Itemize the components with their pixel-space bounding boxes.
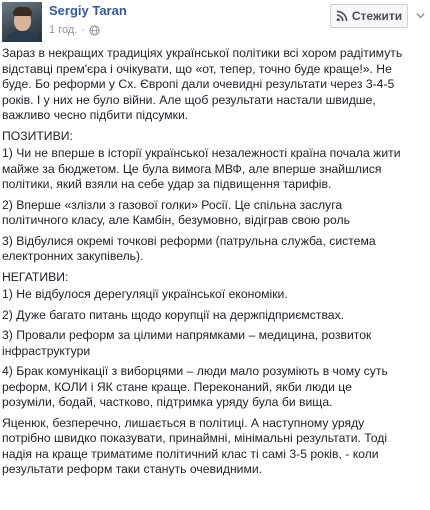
text-line: 3) Провали реформ за цілими напрямками – медицина, розвиток [2, 328, 372, 342]
positive-item [2, 146, 426, 193]
outro-paragraph [2, 416, 426, 478]
text-line: надія на краще триматиме політичний клас ті самі 3-5 років, - коли [2, 446, 379, 461]
author-avatar[interactable] [2, 2, 42, 42]
chevron-down-icon[interactable] [415, 10, 426, 21]
text-line: Яценюк, безперечно, лишається в політиці. А наступному уряду [2, 415, 365, 430]
post-header [0, 0, 430, 46]
text-line: 2) Дуже багато питань щодо корупції на держпідприємствах. [2, 307, 345, 322]
author-name[interactable]: Sergiy Taran [49, 3, 127, 18]
negative-item [2, 308, 426, 324]
follow-button[interactable] [330, 4, 408, 28]
text-line: майже за бюджетом. Це була вимога МВФ, але вперше знайшлися [2, 161, 382, 176]
avatar-shoulders [6, 31, 39, 42]
text-line: 1) Не відбулося дерегуляції української економіки. [2, 287, 288, 301]
negative-item [2, 287, 426, 303]
text-line: 2) Вперше «злізли з газової голки» Росії. Це спільна заслуга [2, 197, 343, 212]
text-line: електронних закупівель). [2, 249, 144, 263]
intro-paragraph [2, 46, 426, 124]
positive-item [2, 234, 426, 265]
text-line: потрібно швидко показувати, принаймні, мінімальні результати. Тоді [2, 431, 388, 445]
post-meta [49, 23, 100, 37]
positive-item [2, 198, 426, 229]
text-line: 1) Чи не вперше в історії української незалежності країна почала жити [2, 146, 401, 160]
follow-label: Стежити [351, 9, 403, 23]
text-line: результати реформ таки стануть очевидними. [2, 462, 263, 476]
post-timestamp[interactable]: 1 год. [49, 24, 78, 36]
text-line: політики, який взяли на себе удар за підвищення тарифів. [2, 177, 332, 191]
meta-separator: · [81, 24, 85, 36]
text-line: років. І у них не було війни. Але щоб результати настали швидше, [2, 92, 376, 107]
negatives-heading: НЕГАТИВИ: [2, 269, 69, 284]
rss-icon [336, 10, 348, 22]
negative-item [2, 364, 426, 411]
text-line: політичного класу, але Камбін, безумовно, відіграв свою роль [2, 213, 351, 227]
text-line: 4) Брак комунікації з виборцями – люди мало розуміють в чому суть [2, 364, 388, 378]
negative-item [2, 328, 426, 359]
text-line: реформ, КОЛИ і ЯК стане краще. Переконаний, якби люди це [2, 379, 352, 394]
text-line: розуміли, бодай, частково, підтримка уряду була би вища. [2, 395, 333, 409]
text-line: 3) Відбулися окремі точкові реформи (патрульна служба, система [2, 233, 376, 248]
text-line: важливо чесно підбити підсумки. [2, 108, 189, 122]
globe-icon [89, 25, 100, 36]
text-line: Зараз в некращих традиціях української політики всі хором радітимуть [2, 46, 403, 60]
text-line: буде. Бо реформи у Сх. Європі дали очевидні результати через 3-4-5 [2, 77, 395, 91]
avatar-hair [13, 7, 32, 16]
text-line: відставці прем'єра і очікувати, що «от, тепер, точно буде краще!». Не [2, 61, 392, 76]
text-line: інфраструктури [2, 343, 91, 358]
post-text [2, 46, 426, 483]
positives-heading: ПОЗИТИВИ: [2, 128, 73, 143]
